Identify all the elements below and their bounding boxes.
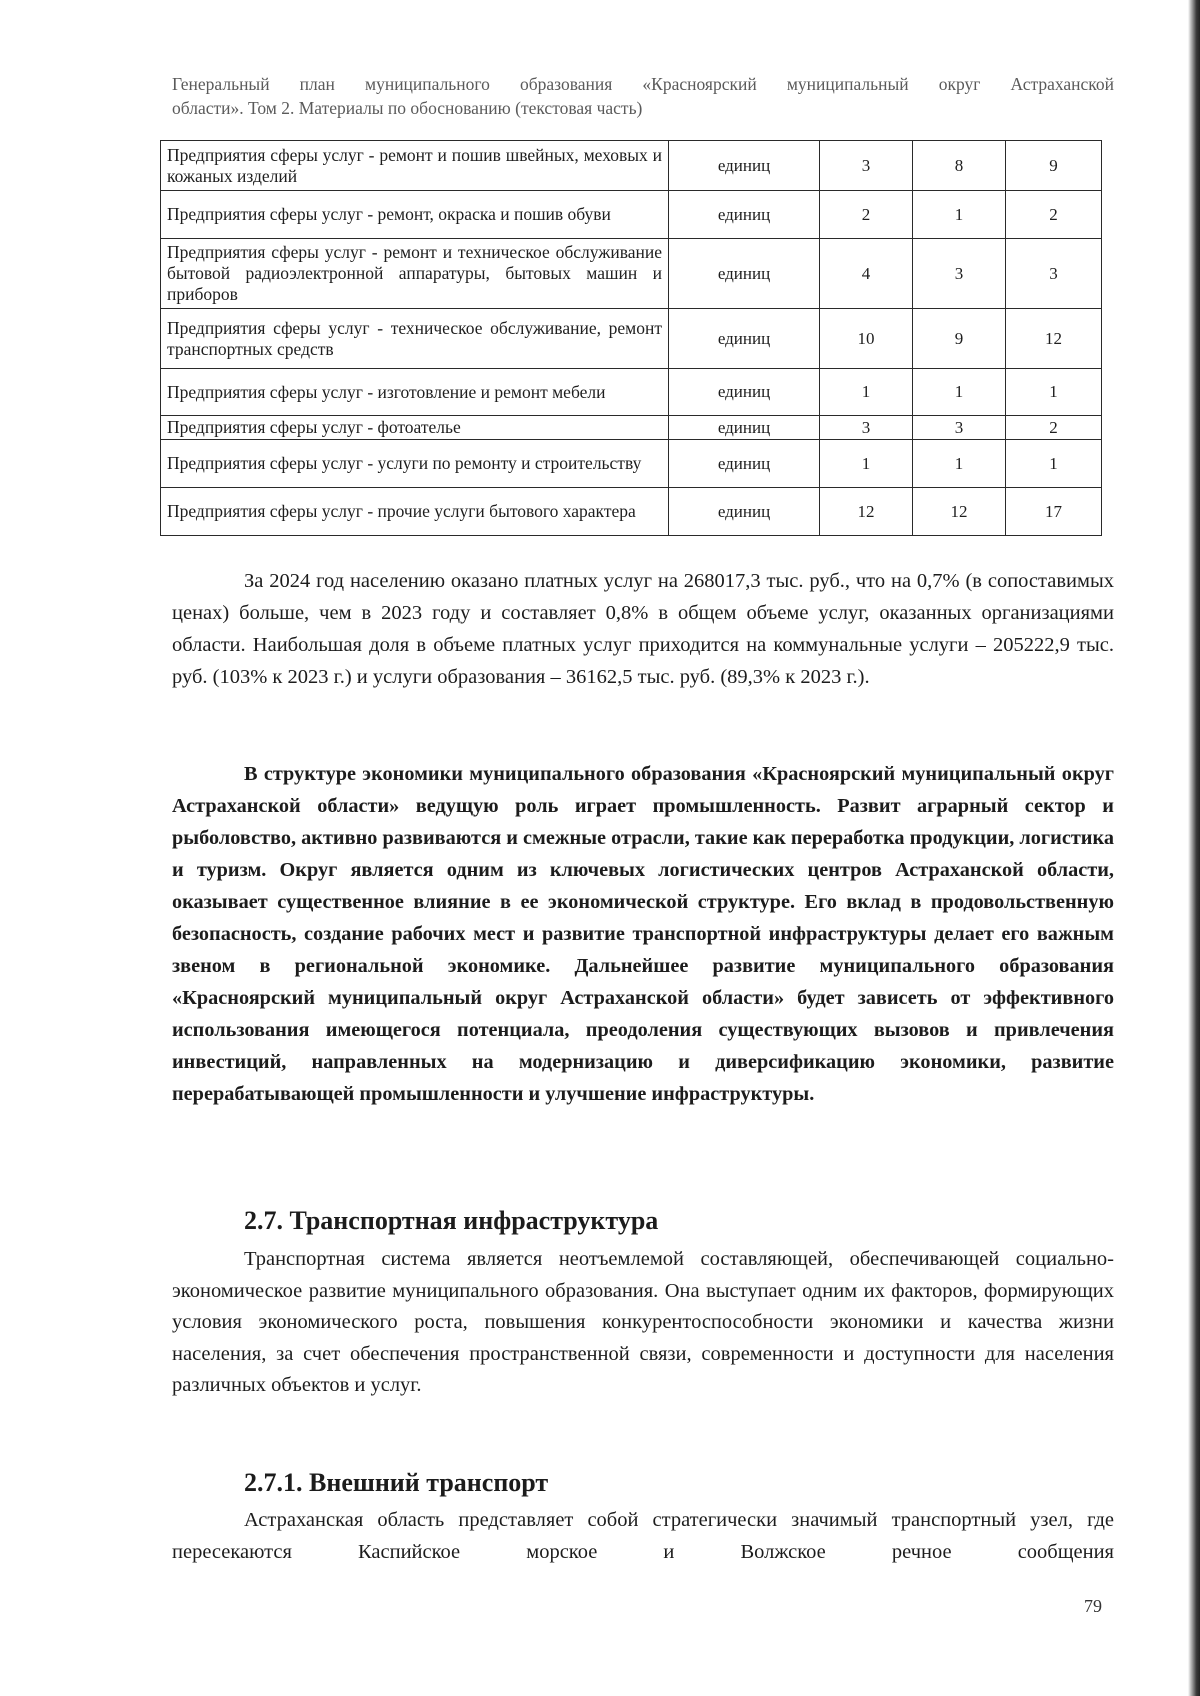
table-cell-value: 2 bbox=[1006, 191, 1102, 239]
table-cell-value: 12 bbox=[1006, 309, 1102, 369]
paragraph-text: Астраханская область представляет собой стратегически значимый транспортный узел, где пересекаются Каспийское морское и Волжское речное сообщения bbox=[172, 1509, 1114, 1563]
table-cell-value: 2 bbox=[820, 191, 913, 239]
table-cell-value: 9 bbox=[913, 309, 1006, 369]
table-cell-value: 1 bbox=[913, 440, 1006, 488]
table-cell-value: 1 bbox=[913, 369, 1006, 416]
table-row bbox=[161, 239, 1102, 309]
table-cell-value: 9 bbox=[1006, 141, 1102, 191]
table-row bbox=[161, 191, 1102, 239]
paragraph-text: Транспортная система является неотъемлемой составляющей, обеспечивающей социально-экономическое развитие муниципального образования. Она выступает одним их факторов, формирующих условия экономического роста, повышения конкурентоспособности экономики и качества жизни населения, за счет обеспечения пространственной связи, современности и доступности для населения различных объектов и услуг. bbox=[172, 1248, 1114, 1396]
table-cell-name: Предприятия сферы услуг - услуги по ремонту и строительству bbox=[161, 440, 669, 488]
table-cell-unit: единиц bbox=[669, 488, 820, 536]
table-cell-value: 8 bbox=[913, 141, 1006, 191]
table-cell-name: Предприятия сферы услуг - техническое обслуживание, ремонт транспортных средств bbox=[161, 309, 669, 369]
section-heading-transport: 2.7. Транспортная инфраструктура bbox=[244, 1206, 659, 1235]
table-cell-unit: единиц bbox=[669, 416, 820, 440]
header-line-2: области». Том 2. Материалы по обоснованию (текстовая часть) bbox=[172, 98, 643, 118]
page-header bbox=[172, 72, 1114, 120]
table-cell-value: 12 bbox=[820, 488, 913, 536]
table-row bbox=[161, 488, 1102, 536]
table-row bbox=[161, 309, 1102, 369]
table-cell-name: Предприятия сферы услуг - фотоателье bbox=[161, 416, 669, 440]
table-cell-unit: единиц bbox=[669, 369, 820, 416]
table-row bbox=[161, 141, 1102, 191]
page-edge-shadow bbox=[1188, 0, 1200, 1696]
table-cell-value: 3 bbox=[913, 239, 1006, 309]
table-cell-value: 2 bbox=[1006, 416, 1102, 440]
table-cell-value: 1 bbox=[1006, 440, 1102, 488]
paragraph-text: За 2024 год населению оказано платных услуг на 268017,3 тыс. руб., что на 0,7% (в сопоставимых ценах) больше, чем в 2023 году и составляет 0,8% в общем объеме услуг, оказанных организациями области. Наибольшая доля в объеме платных услуг приходится на коммунальные услуги – 205222,9 тыс. руб. (103% к 2023 г.) и услуги образования – 36162,5 тыс. руб. (89,3% к 2023 г.). bbox=[172, 570, 1114, 688]
table-cell-value: 4 bbox=[820, 239, 913, 309]
table-cell-value: 1 bbox=[820, 440, 913, 488]
table-cell-value: 3 bbox=[1006, 239, 1102, 309]
paragraph-paid-services bbox=[172, 565, 1114, 693]
paragraph-text: В структуре экономики муниципального образования «Красноярский муниципальный округ Астраханской области» ведущую роль играет промышленность. Развит аграрный сектор и рыболовство, активно развиваются и смежные отрасли, такие как переработка продукции, логистика и туризм. Округ является одним из ключевых логистических центров Астраханской области, оказывает существенное влияние в ее экономической структуре. Его вклад в продовольственную безопасность, создание рабочих мест и развитие транспортной инфраструктуры делает его важным звеном в региональной экономике. Дальнейшее развитие муниципального образования «Красноярский муниципальный округ Астраханской области» будет зависеть от эффективного использования имеющегося потенциала, преодоления существующих вызовов и привлечения инвестиций, направленных на модернизацию и диверсификацию экономики, развитие перерабатывающей промышленности и улучшение инфраструктуры. bbox=[172, 763, 1114, 1105]
subsection-heading-external-transport: 2.7.1. Внешний транспорт bbox=[244, 1468, 549, 1497]
table-cell-value: 3 bbox=[820, 416, 913, 440]
table-row bbox=[161, 369, 1102, 416]
table-cell-unit: единиц bbox=[669, 309, 820, 369]
table-cell-value: 1 bbox=[913, 191, 1006, 239]
table-cell-value: 1 bbox=[820, 369, 913, 416]
table-cell-name: Предприятия сферы услуг - прочие услуги бытового характера bbox=[161, 488, 669, 536]
table-cell-value: 12 bbox=[913, 488, 1006, 536]
services-table bbox=[160, 140, 1102, 536]
table-cell-value: 3 bbox=[913, 416, 1006, 440]
header-line-1: Генеральный план муниципального образования «Красноярский муниципальный округ Астраханской bbox=[172, 74, 1114, 94]
paragraph-transport-system bbox=[172, 1244, 1114, 1402]
paragraph-external-transport bbox=[172, 1505, 1114, 1568]
table-cell-name: Предприятия сферы услуг - ремонт, окраска и пошив обуви bbox=[161, 191, 669, 239]
paragraph-economy-structure bbox=[172, 758, 1114, 1110]
table-cell-name: Предприятия сферы услуг - ремонт и техническое обслуживание бытовой радиоэлектронной аппаратуры, бытовых машин и приборов bbox=[161, 239, 669, 309]
table-cell-value: 1 bbox=[1006, 369, 1102, 416]
table-row bbox=[161, 440, 1102, 488]
table-cell-unit: единиц bbox=[669, 239, 820, 309]
table-cell-value: 10 bbox=[820, 309, 913, 369]
table-cell-unit: единиц bbox=[669, 440, 820, 488]
table-cell-unit: единиц bbox=[669, 191, 820, 239]
table-cell-name: Предприятия сферы услуг - ремонт и пошив швейных, меховых и кожаных изделий bbox=[161, 141, 669, 191]
table-cell-name: Предприятия сферы услуг - изготовление и ремонт мебели bbox=[161, 369, 669, 416]
table-row bbox=[161, 416, 1102, 440]
table-cell-unit: единиц bbox=[669, 141, 820, 191]
table-cell-value: 17 bbox=[1006, 488, 1102, 536]
page-number: 79 bbox=[1084, 1596, 1102, 1616]
table-cell-value: 3 bbox=[820, 141, 913, 191]
